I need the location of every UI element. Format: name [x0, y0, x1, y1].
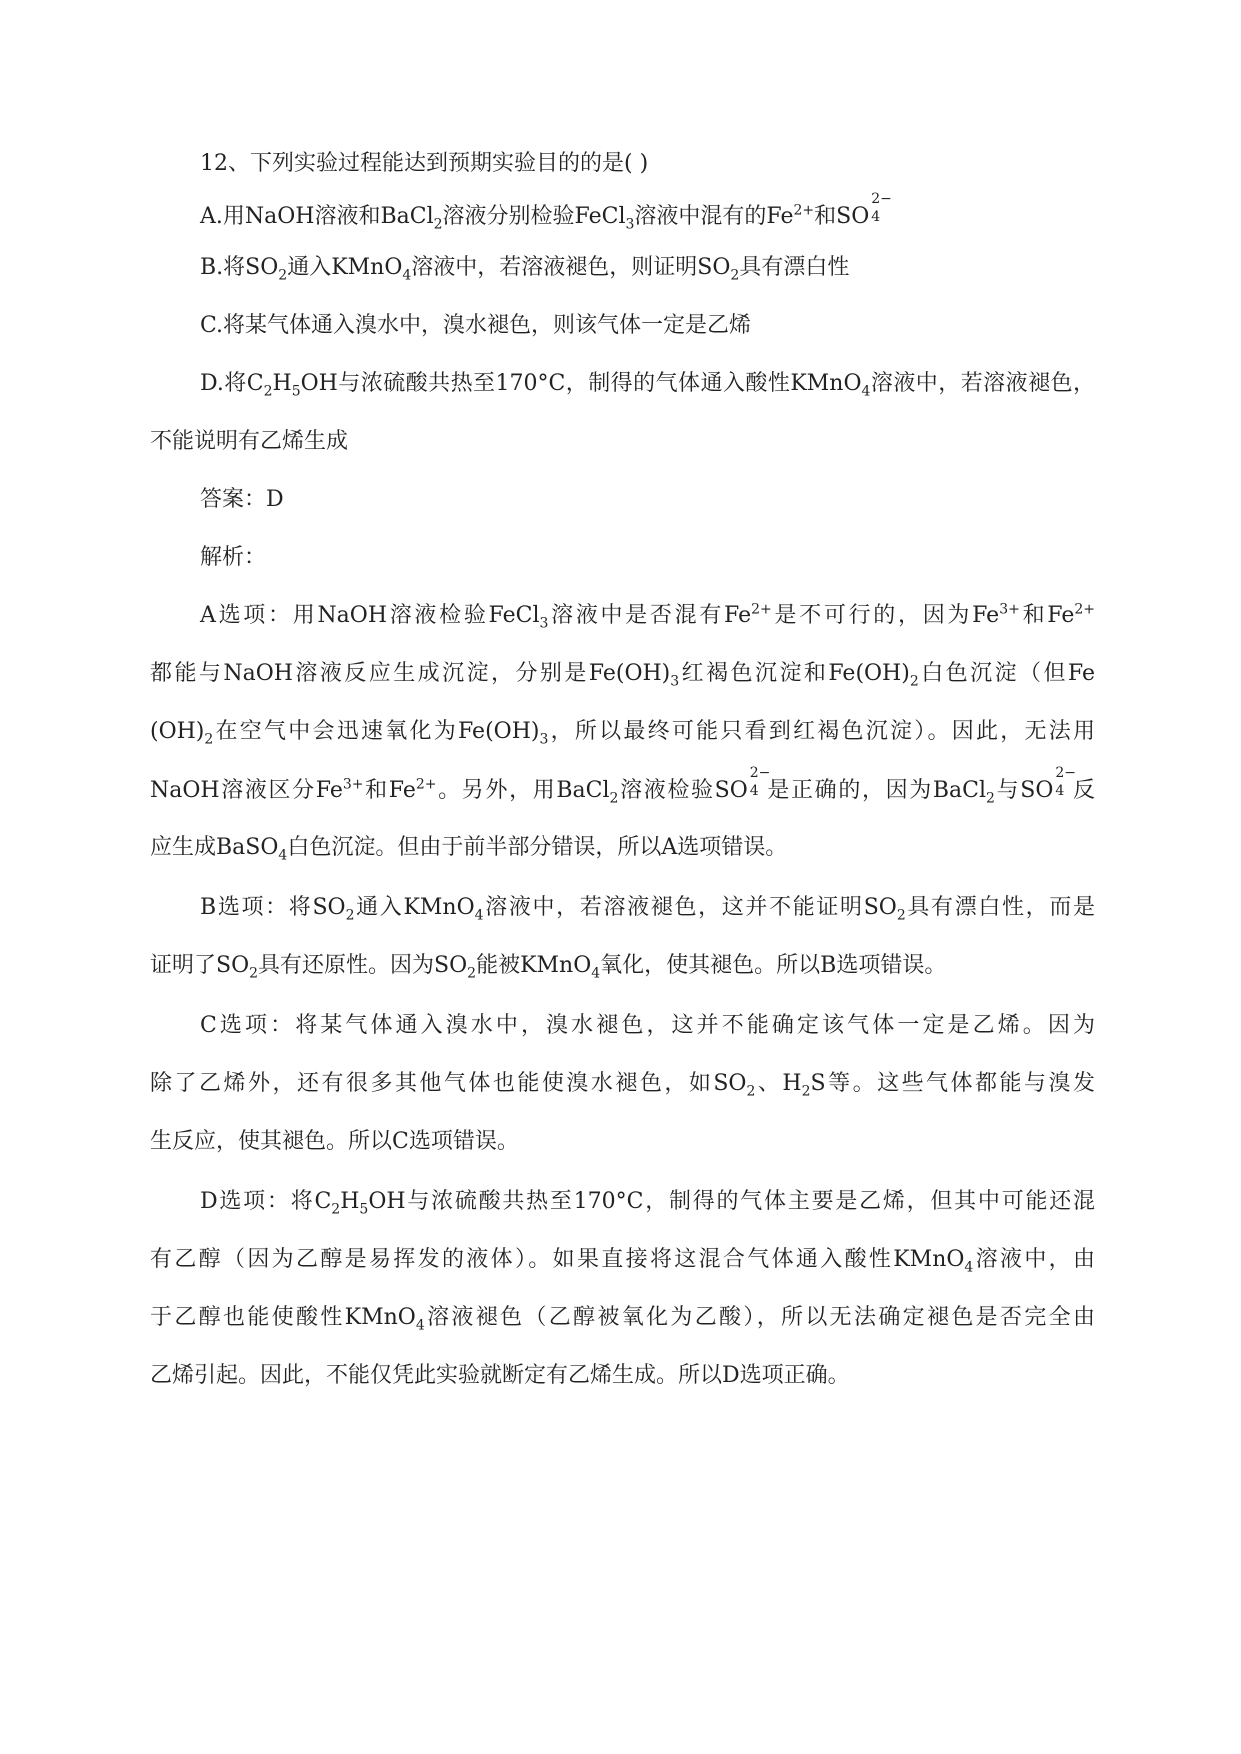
analysis-a-line-4: NaOH溶液区分$Fe^{3+}$和$Fe^{2+}$。另外，用BaCl$_2$溶液检验SO 2− 4 是正确的，因为BaCl$_2$与SO 2− 4 反: [150, 765, 1095, 807]
analysis-d-line-2: 有乙醇（因为乙醇是易挥发的液体）。如果直接将这混合气体通入酸性KMnO$_4$溶液中，由: [150, 1247, 1095, 1276]
option-a: A.用NaOH溶液和BaCl$_2$溶液分别检验FeCl$_3$溶液中混有的$Fe^{2+}$和SO 2− 4: [200, 191, 892, 233]
analysis-a-line-2: 都能与NaOH溶液反应生成沉淀，分别是$Fe(OH)_3$红褐色沉淀和$Fe(OH)_2$白色沉淀（但Fe: [150, 661, 1095, 690]
answer-text: 答案：D: [200, 487, 284, 512]
analysis-d-line-3: 于乙醇也能使酸性KMnO$_4$溶液褪色（乙醇被氧化为乙酸），所以无法确定褪色是否完全由: [150, 1305, 1095, 1334]
analysis-a-line-3: $(OH)_2$在空气中会迅速氧化为$Fe(OH)_3$，所以最终可能只看到红褐色沉淀）。因此，无法用: [150, 719, 1095, 748]
analysis-c-line-1: C选项：将某气体通入溴水中，溴水褪色，这并不能确定该气体一定是乙烯。因为: [200, 1013, 1095, 1038]
question-text: 12、下列实验过程能达到预期实验目的的是( ): [200, 151, 649, 176]
option-c: C.将某气体通入溴水中，溴水褪色，则该气体一定是乙烯: [200, 313, 752, 338]
analysis-d-line-4: 乙烯引起。因此，不能仅凭此实验就断定有乙烯生成。所以D选项正确。: [150, 1363, 850, 1388]
option-d-line-1: D.将$C_2H_5OH$与浓硫酸共热至170°C，制得的气体通入酸性KMnO$_4$溶液中，若溶液褪色，: [200, 371, 1095, 400]
option-b: B.将$SO_2$通入KMnO$_4$溶液中，若溶液褪色，则证明$SO_2$具有漂白性: [200, 255, 850, 284]
analysis-d-line-1: D选项：将$C_2H_5OH$与浓硫酸共热至170°C，制得的气体主要是乙烯，但其中可能还混: [200, 1189, 1095, 1218]
analysis-a-line-5: 应生成BaSO$_4$白色沉淀。但由于前半部分错误，所以A选项错误。: [150, 835, 788, 864]
option-d-line-2: 不能说明有乙烯生成: [150, 429, 349, 454]
analysis-b-line-1: B选项：将$SO_2$通入KMnO$_4$溶液中，若溶液褪色，这并不能证明$SO_2$具有漂白性，而是: [200, 895, 1095, 924]
analysis-a-line-1: A选项：用NaOH溶液检验FeCl$_3$溶液中是否混有$Fe^{2+}$是不可行的，因为$Fe^{3+}$和$Fe^{2+}$: [200, 601, 1095, 632]
analysis-b-line-2: 证明了$SO_2$具有还原性。因为$SO_2$能被KMnO$_4$氧化，使其褪色。所以B选项错误。: [150, 953, 947, 982]
analysis-c-line-3: 生反应，使其褪色。所以C选项错误。: [150, 1129, 519, 1154]
analysis-label: 解析：: [200, 545, 267, 570]
analysis-c-line-2: 除了乙烯外，还有很多其他气体也能使溴水褪色，如$SO_2$、$H_2S$等。这些气体都能与溴发: [150, 1071, 1096, 1100]
